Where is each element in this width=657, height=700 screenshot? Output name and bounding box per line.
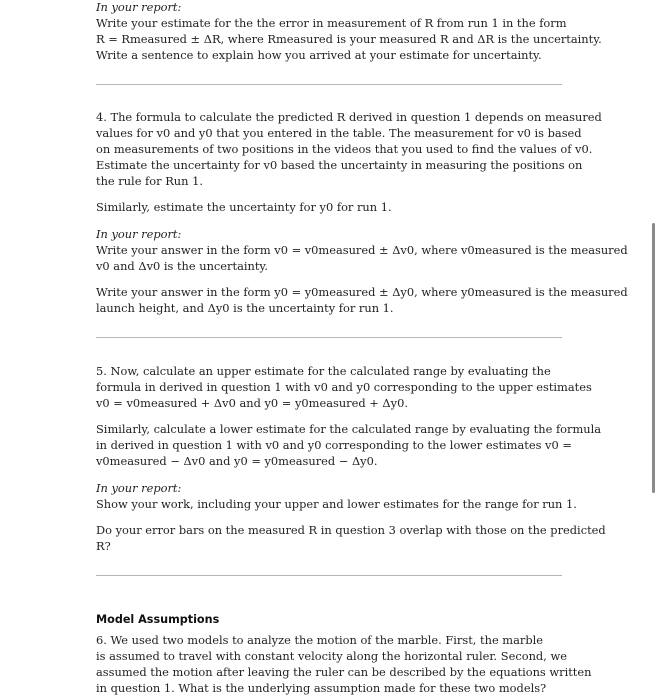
question-4-line: on measurements of two positions in the videos that you used to find the values of v0. — [96, 142, 593, 156]
vertical-scrollbar[interactable] — [652, 223, 655, 493]
question-4-v0-line: Write your answer in the form v0 = v0measured ± Δv0, where v0measured is the measured — [96, 243, 628, 257]
report-1-line: Write your estimate for the the error in measurement of R from run 1 in the form — [96, 16, 567, 30]
answer-divider — [96, 84, 562, 85]
question-6-line: 6. We used two models to analyze the motion of the marble. First, the marble — [96, 633, 544, 647]
answer-divider — [96, 575, 562, 576]
question-5-line: formula in derived in question 1 with v0 and y0 corresponding to the upper estimates — [96, 380, 592, 394]
answer-divider — [96, 337, 562, 338]
question-5-upper — [96, 363, 592, 411]
report-1-block — [96, 0, 602, 63]
report-1-line: Write a sentence to explain how you arrived at your estimate for uncertainty. — [96, 48, 542, 62]
question-5-line: Similarly, calculate a lower estimate for the calculated range by evaluating the formula — [96, 422, 602, 436]
question-4-report — [96, 226, 628, 274]
question-4-line: values for v0 and y0 that you entered in the table. The measurement for v0 is based — [96, 126, 582, 140]
question-5-line: v0 = v0measured + Δv0 and y0 = y0measured + Δy0. — [96, 396, 408, 410]
question-5-overlap-line: R? — [96, 539, 111, 553]
question-5-line: v0measured − Δv0 and y0 = y0measured − Δy0. — [96, 454, 378, 468]
question-4-v0-line: v0 and Δv0 is the uncertainty. — [96, 259, 268, 273]
question-4-y0-line: Write your answer in the form y0 = y0measured ± Δy0, where y0measured is the measured — [96, 285, 628, 299]
question-5-line: 5. Now, calculate an upper estimate for the calculated range by evaluating the — [96, 364, 551, 378]
question-4-line: 4. The formula to calculate the predicted R derived in question 1 depends on measured — [96, 110, 602, 124]
question-4-intro — [96, 109, 602, 189]
question-6-line: assumed the motion after leaving the ruler can be described by the equations written — [96, 665, 592, 679]
question-6-line: in question 1. What is the underlying assumption made for these two models? — [96, 681, 547, 695]
question-4-y0-line: launch height, and Δy0 is the uncertainty for run 1. — [96, 301, 394, 315]
question-4-line: Estimate the uncertainty for v0 based the uncertainty in measuring the positions on — [96, 158, 583, 172]
question-4-similarly — [96, 199, 562, 215]
question-5-report — [96, 480, 577, 512]
report-label: In your report: — [96, 227, 182, 241]
report-1-line: R = Rmeasured ± ΔR, where Rmeasured is your measured R and ΔR is the uncertainty. — [96, 32, 602, 46]
question-5-overlap-line: Do your error bars on the measured R in question 3 overlap with those on the predicted — [96, 523, 606, 537]
question-4-similarly-text: Similarly, estimate the uncertainty for y0 for run 1. — [96, 200, 392, 214]
report-label: In your report: — [96, 481, 182, 495]
question-6 — [96, 632, 592, 696]
question-5-lower — [96, 421, 602, 469]
question-5-show-work: Show your work, including your upper and lower estimates for the range for run 1. — [96, 497, 577, 511]
question-4-y0 — [96, 284, 628, 316]
question-4-line: the rule for Run 1. — [96, 174, 203, 188]
question-6-line: is assumed to travel with constant velocity along the horizontal ruler. Second, we — [96, 649, 567, 663]
question-5-line: in derived in question 1 with v0 and y0 corresponding to the lower estimates v0 = — [96, 438, 572, 452]
question-5-overlap — [96, 522, 606, 554]
report-1-label: In your report: — [96, 0, 182, 14]
section-heading: Model Assumptions — [96, 613, 220, 626]
